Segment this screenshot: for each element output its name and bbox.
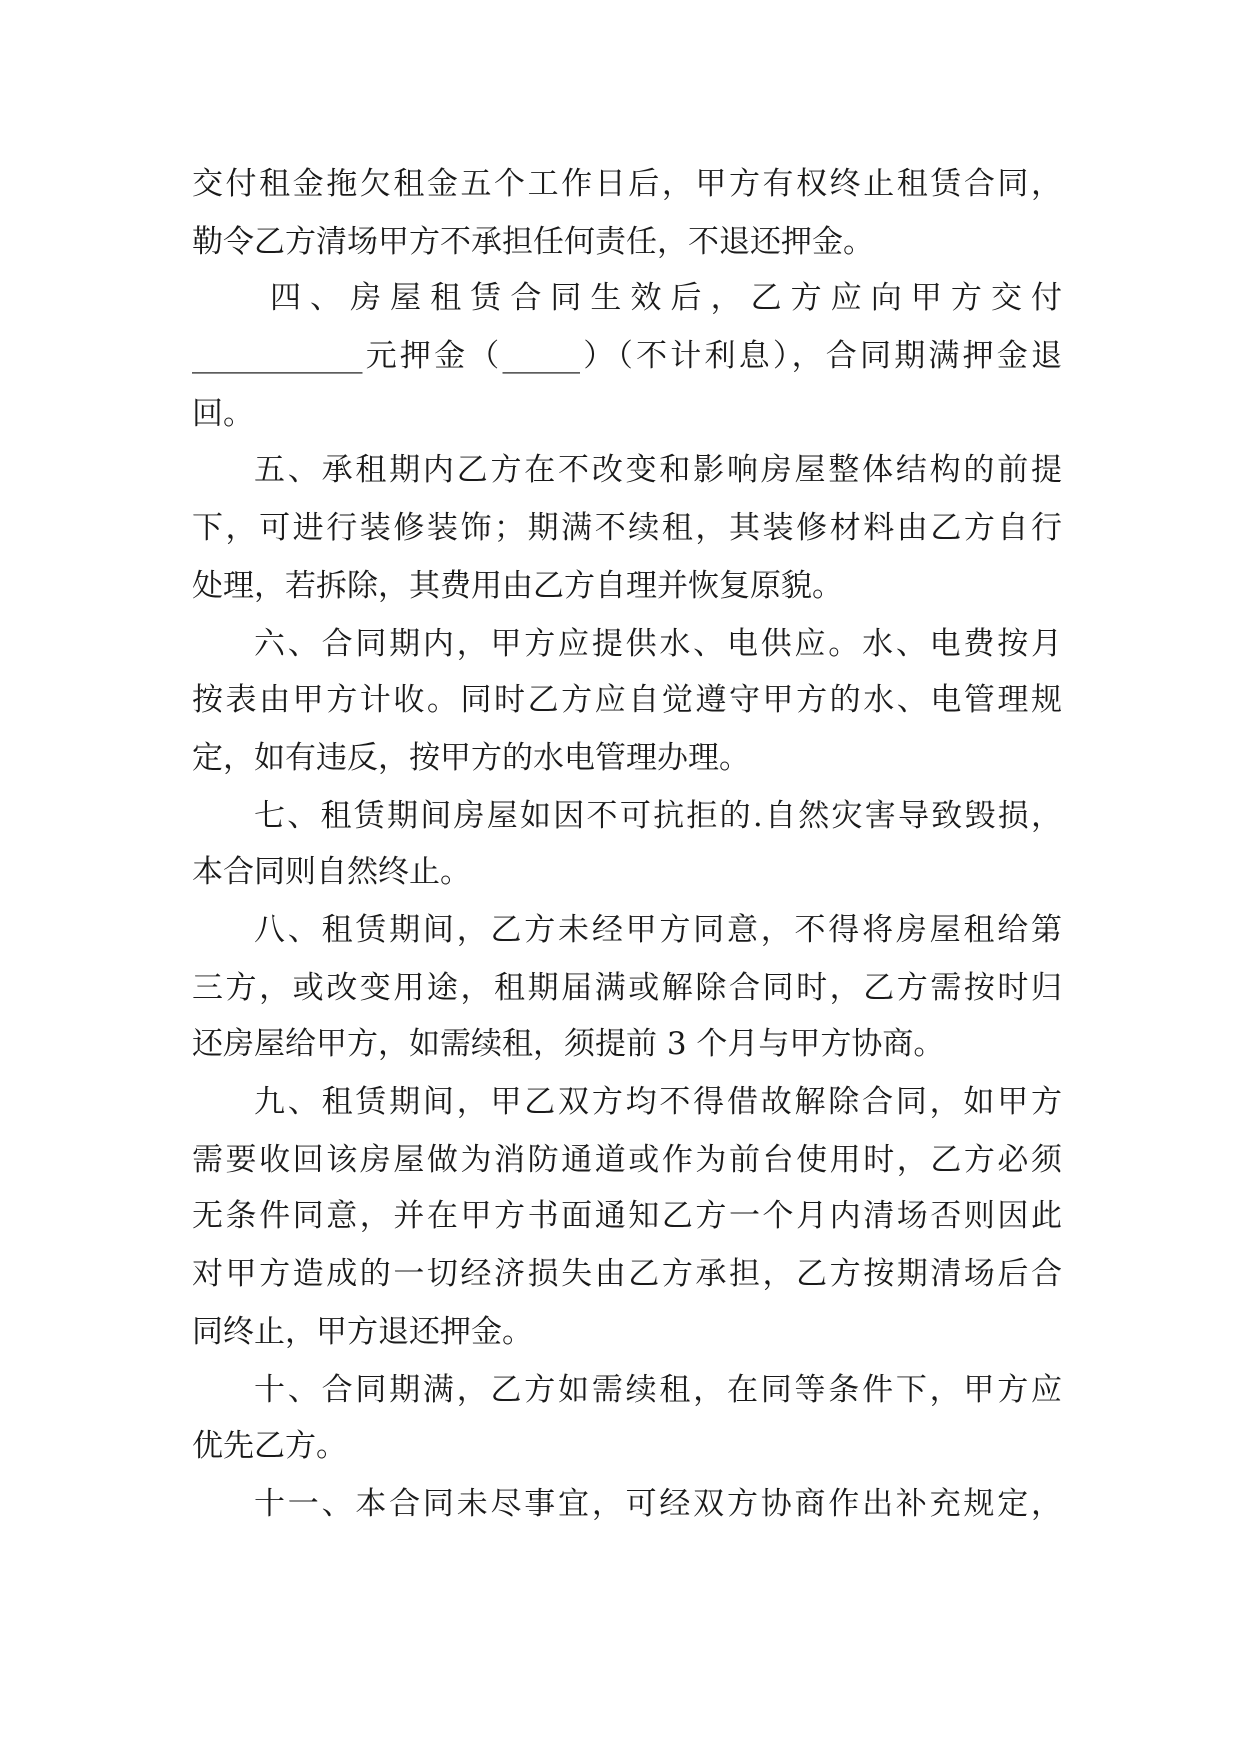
text-line: 按表由甲方计收。同时乙方应自觉遵守甲方的水、电管理规 (192, 682, 1062, 718)
text-line: 还房屋给甲方，如需续租，须提前 3 个月与甲方协商。 (192, 1026, 945, 1062)
text-line: 六、合同期内，甲方应提供水、电供应。水、电费按月 (254, 626, 1062, 662)
text-line: 同终止，甲方退还押金。 (192, 1314, 533, 1350)
text-line: 三方，或改变用途，租期届满或解除合同时，乙方需按时归 (192, 970, 1062, 1006)
text-line: ___________元押金（_____）（不计利息），合同期满押金退 (192, 338, 1062, 374)
text-line: 七、租赁期间房屋如因不可抗拒的.自然灾害导致毁损， (254, 798, 1062, 834)
text-line: 需要收回该房屋做为消防通道或作为前台使用时，乙方必须 (192, 1142, 1062, 1178)
text-line: 八、租赁期间，乙方未经甲方同意，不得将房屋租给第 (254, 912, 1062, 948)
text-line: 四、房屋租赁合同生效后，乙方应向甲方交付 (270, 280, 1062, 316)
text-line: 本合同则自然终止。 (192, 854, 471, 890)
text-line: 勒令乙方清场甲方不承担任何责任，不退还押金。 (192, 224, 874, 260)
text-line: 定，如有违反，按甲方的水电管理办理。 (192, 740, 750, 776)
text-line: 优先乙方。 (192, 1428, 347, 1464)
text-line: 交付租金拖欠租金五个工作日后，甲方有权终止租赁合同， (192, 166, 1062, 202)
text-line: 九、租赁期间，甲乙双方均不得借故解除合同，如甲方 (254, 1084, 1062, 1120)
text-line: 下，可进行装修装饰；期满不续租，其装修材料由乙方自行 (192, 510, 1062, 546)
text-line: 处理，若拆除，其费用由乙方自理并恢复原貌。 (192, 568, 843, 604)
text-line: 十、合同期满，乙方如需续租，在同等条件下，甲方应 (254, 1372, 1062, 1408)
text-line: 无条件同意，并在甲方书面通知乙方一个月内清场否则因此 (192, 1198, 1062, 1234)
text-line: 十一、本合同未尽事宜，可经双方协商作出补充规定， (254, 1486, 1062, 1522)
text-line: 五、承租期内乙方在不改变和影响房屋整体结构的前提 (254, 452, 1062, 488)
text-line: 对甲方造成的一切经济损失由乙方承担，乙方按期清场后合 (192, 1256, 1062, 1292)
text-line: 回。 (192, 396, 254, 432)
